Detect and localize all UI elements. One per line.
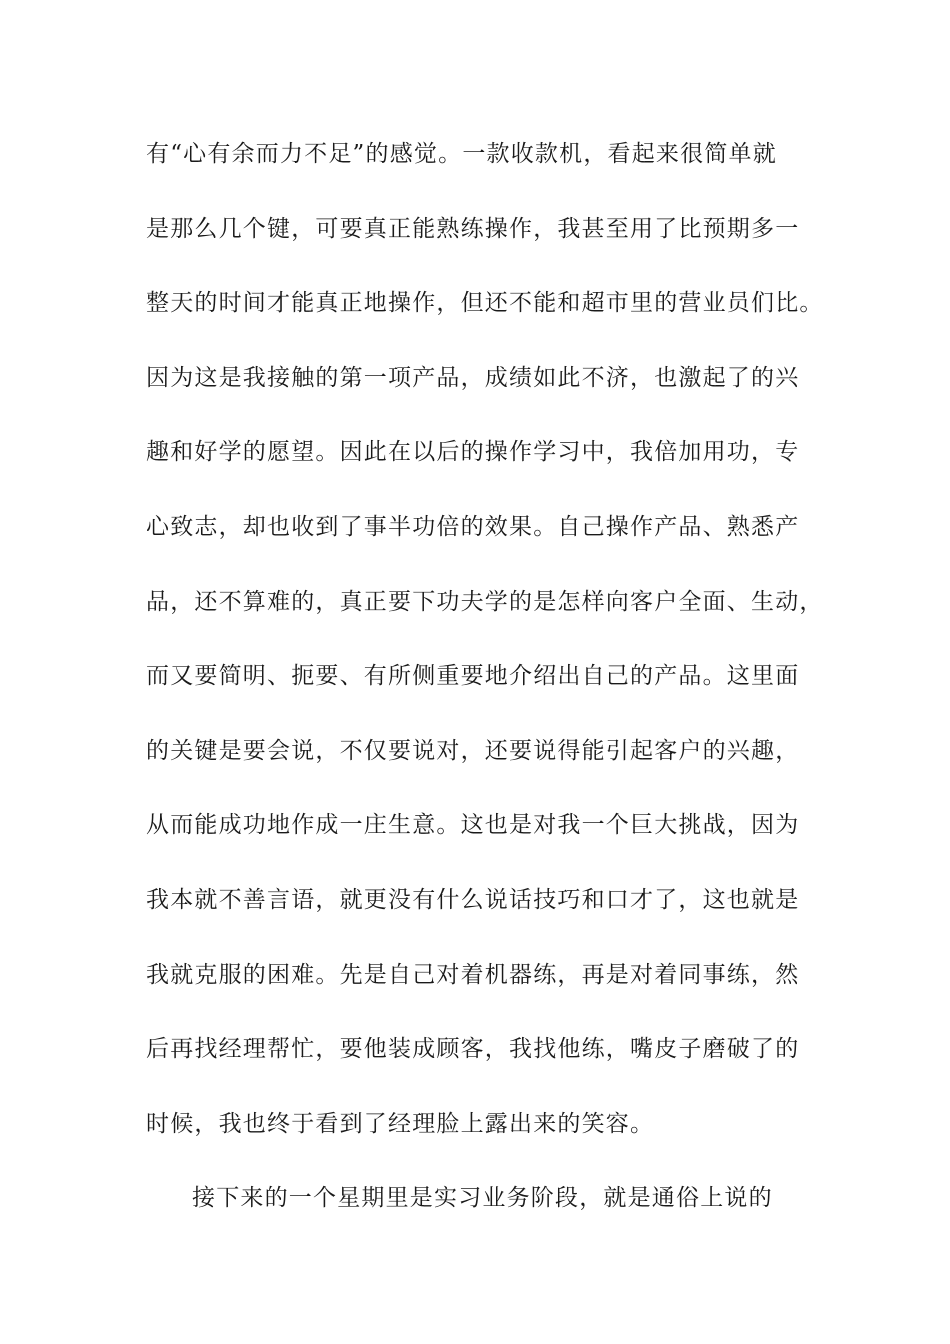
text-line: 而又要简明、扼要、有所侧重要地介绍出自己的产品。这里面	[146, 663, 800, 690]
text-line: 因为这是我接触的第一项产品，成绩如此不济，也激起了的兴	[146, 364, 800, 391]
document-body	[146, 132, 826, 1251]
text-line: 整天的时间才能真正地操作，但还不能和超市里的营业员们比。	[146, 290, 824, 317]
text-line: 有“心有余而力不足”的感觉。一款收款机，看起来很简单就	[146, 141, 777, 167]
text-line: 品，还不算难的，真正要下功夫学的是怎样向客户全面、生动，	[146, 588, 824, 615]
text-line: 趣和好学的愿望。因此在以后的操作学习中，我倍加用功，专	[146, 439, 800, 466]
text-line: 从而能成功地作成一庄生意。这也是对我一个巨大挑战，因为	[146, 812, 800, 839]
text-line: 我就克服的困难。先是自己对着机器练，再是对着同事练，然	[146, 961, 800, 988]
text-line: 我本就不善言语，就更没有什么说话技巧和口才了，这也就是	[146, 886, 800, 913]
text-line: 心致志，却也收到了事半功倍的效果。自己操作产品、熟悉产	[146, 513, 800, 540]
text-line: 是那么几个键，可要真正能熟练操作，我甚至用了比预期多一	[146, 215, 800, 242]
text-line: 后再找经理帮忙，要他装成顾客，我找他练，嘴皮子磨破了的	[146, 1036, 800, 1063]
paragraph-start-line: 接下来的一个星期里是实习业务阶段，就是通俗上说的	[192, 1185, 773, 1212]
text-line: 的关键是要会说，不仅要说对，还要说得能引起客户的兴趣，	[146, 737, 800, 764]
text-line: 时候，我也终于看到了经理脸上露出来的笑容。	[146, 1110, 655, 1137]
